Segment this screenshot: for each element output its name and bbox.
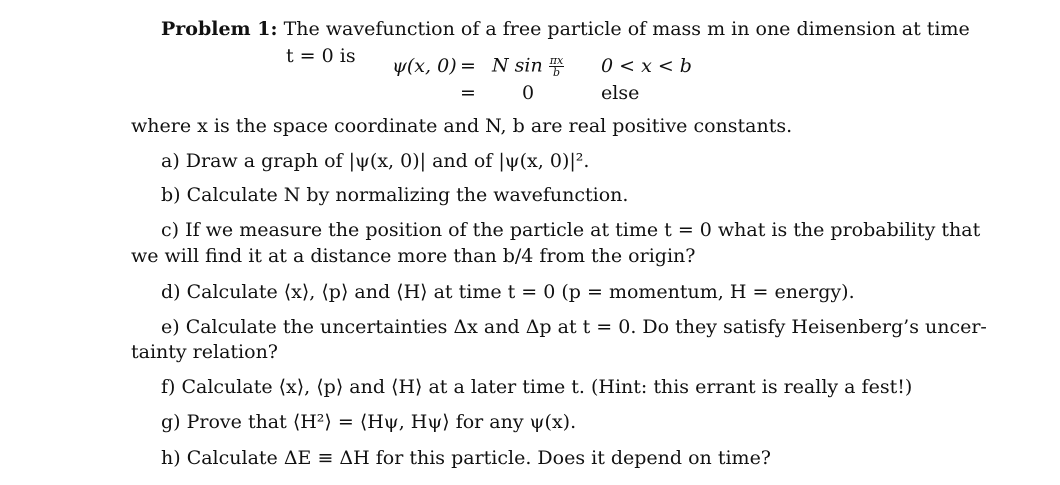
part-g: g) Prove that ⟨H²⟩ = ⟨Hψ, Hψ⟩ for any ψ(x). xyxy=(161,411,577,433)
equation-lhs: ψ(x, 0) xyxy=(392,55,457,77)
problem-intro-line2: t = 0 is xyxy=(286,45,356,67)
part-h: h) Calculate ΔE ≡ ΔH for this particle. Does it depend on time? xyxy=(161,447,771,469)
equation-rhs-1: N sin $\frac{\pi x}{b}$ xyxy=(492,54,564,79)
where-line: where x is the space coordinate and N, b are real positive constants. xyxy=(131,115,793,137)
equation-domain-2: else xyxy=(601,82,640,104)
problem-intro-line1: The wavefunction of a free particle of mass m in one dimension at time xyxy=(283,18,970,40)
part-f: f) Calculate ⟨x⟩, ⟨p⟩ and ⟨H⟩ at a later time t. (Hint: this errant is really a fest!) xyxy=(161,376,913,398)
equation-equals-1: = xyxy=(460,55,476,77)
equation-equals-2: = xyxy=(460,82,476,104)
equation-domain-1: 0 < x < b xyxy=(601,55,692,77)
part-c-line1: c) If we measure the position of the particle at time t = 0 what is the probability that xyxy=(161,219,981,241)
part-b: b) Calculate N by normalizing the wavefunction. xyxy=(161,184,629,206)
equation-rhs-2: 0 xyxy=(522,82,535,104)
problem-title: Problem 1: xyxy=(161,18,278,40)
part-d: d) Calculate ⟨x⟩, ⟨p⟩ and ⟨H⟩ at time t = 0 (p = momentum, H = energy). xyxy=(161,281,855,303)
fraction-denominator: b xyxy=(552,66,561,79)
fraction-numerator: πx xyxy=(549,54,564,67)
part-e-line2: tainty relation? xyxy=(131,341,278,363)
part-a: a) Draw a graph of |ψ(x, 0)| and of |ψ(x, 0)|². xyxy=(161,150,590,172)
equation-fraction xyxy=(549,55,564,78)
part-e-line1: e) Calculate the uncertainties Δx and Δp at t = 0. Do they satisfy Heisenberg’s uncer- xyxy=(161,316,987,338)
part-c-line2: we will find it at a distance more than b/4 from the origin? xyxy=(131,245,696,267)
